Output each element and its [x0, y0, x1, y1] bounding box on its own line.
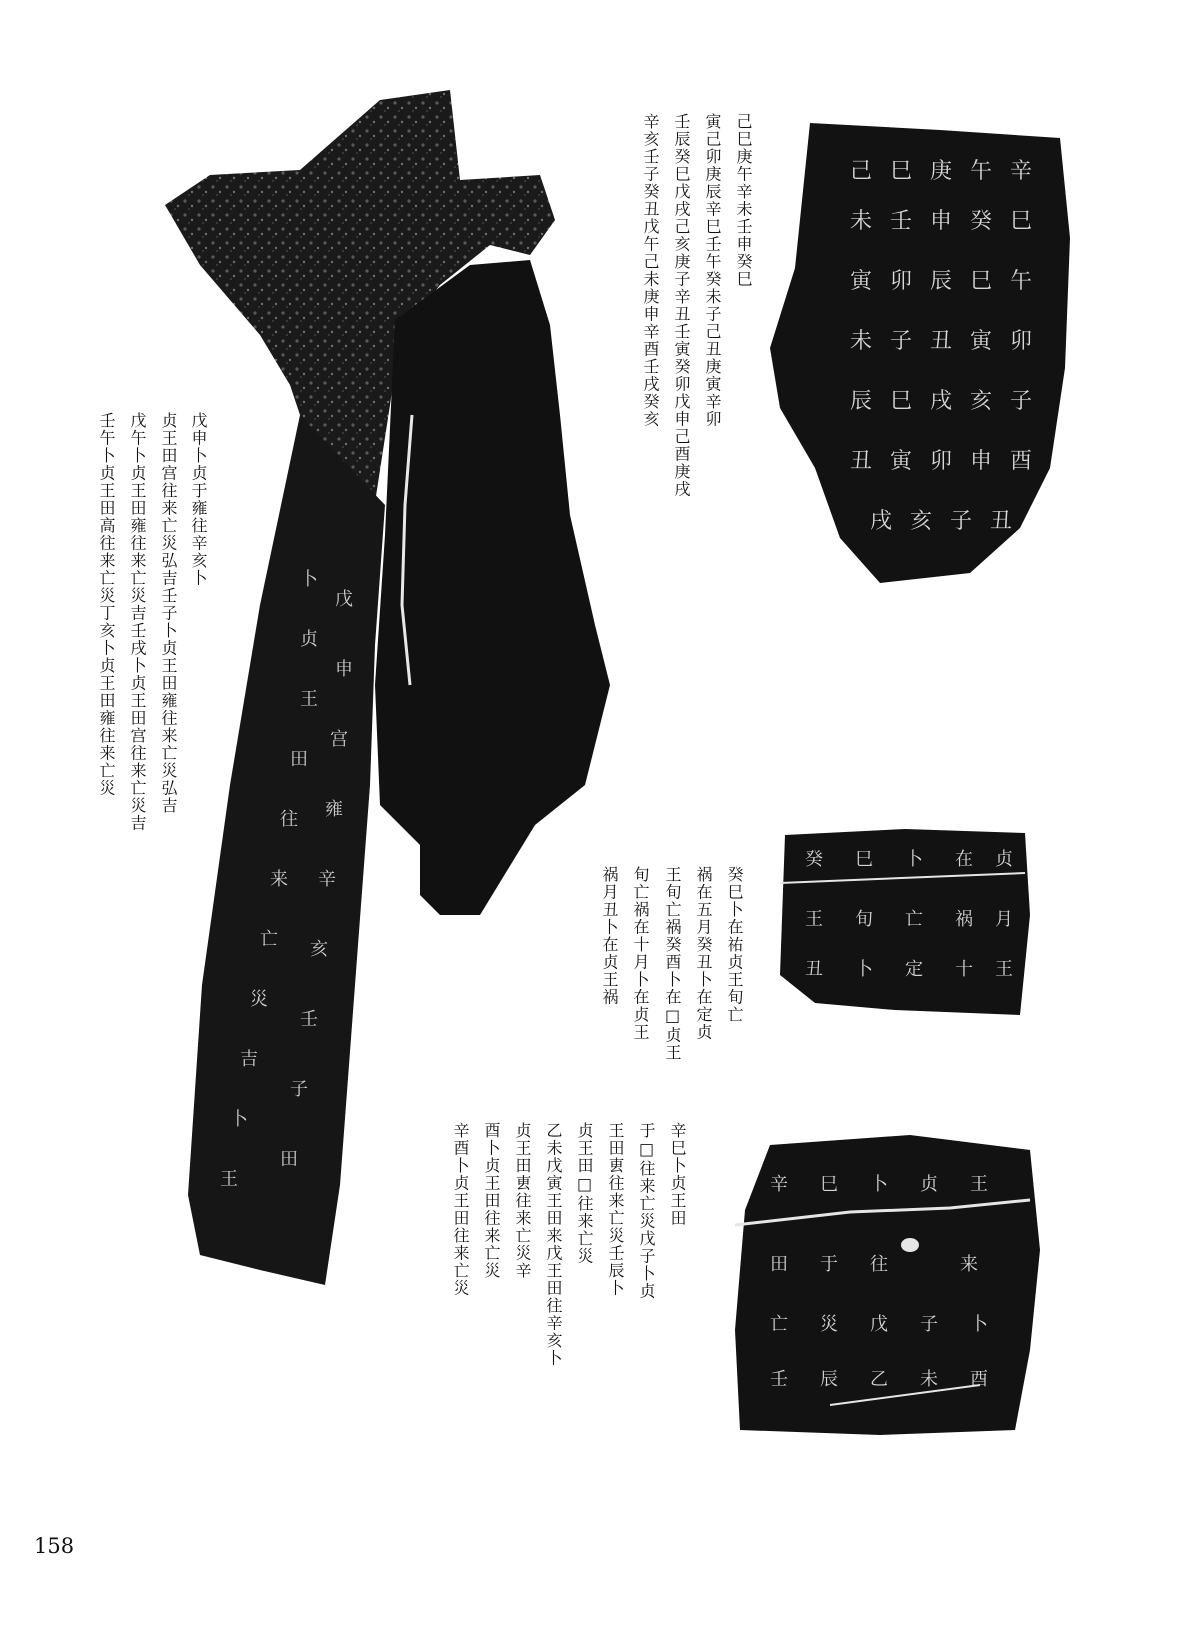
- svg-text:申: 申: [930, 209, 953, 234]
- large-bone-rubbing-image: [140, 85, 680, 1285]
- svg-text:卜: 卜: [970, 1314, 988, 1335]
- caption-top-right-col-1: 己巳庚午辛未壬申癸巳: [734, 113, 753, 288]
- page-number: 158: [34, 1534, 75, 1558]
- svg-text:王: 王: [995, 959, 1013, 980]
- svg-text:卜: 卜: [870, 1174, 888, 1195]
- svg-text:王: 王: [300, 689, 318, 710]
- svg-text:丑: 丑: [990, 509, 1013, 534]
- svg-text:丑: 丑: [850, 449, 873, 474]
- svg-text:贞: 贞: [300, 629, 318, 650]
- svg-text:酉: 酉: [970, 1369, 988, 1390]
- svg-text:子: 子: [890, 329, 913, 354]
- svg-text:辰: 辰: [930, 269, 953, 294]
- svg-text:巳: 巳: [1010, 209, 1033, 234]
- caption-bottom-right-col-3: 王田叀往来亡災壬辰卜: [606, 1122, 625, 1297]
- svg-text:祸: 祸: [955, 909, 973, 930]
- svg-text:寅: 寅: [890, 449, 913, 474]
- caption-middle-right-col-4: 旬亡祸在十月卜在贞王: [631, 866, 650, 1041]
- svg-text:辛: 辛: [770, 1174, 788, 1195]
- svg-text:亡: 亡: [770, 1314, 788, 1335]
- svg-text:酉: 酉: [1010, 449, 1033, 474]
- svg-text:往: 往: [280, 809, 298, 830]
- svg-text:寅: 寅: [850, 269, 873, 294]
- svg-text:亡: 亡: [260, 929, 278, 950]
- caption-bottom-right-col-8: 辛酉卜贞王田往来亡災: [451, 1122, 470, 1297]
- bottom-right-fragment-image: [730, 1130, 1050, 1440]
- svg-text:丑: 丑: [805, 959, 823, 980]
- svg-text:于: 于: [820, 1254, 838, 1275]
- svg-text:子: 子: [950, 509, 973, 534]
- caption-left-col-2: 贞王田宫往来亡災弘吉壬子卜贞王田雍往来亡災弘吉: [159, 412, 178, 815]
- caption-middle-right-col-2: 祸在五月癸丑卜在定贞: [694, 866, 713, 1041]
- caption-bottom-right-col-2: 于□往来亡災戊子卜贞: [637, 1122, 656, 1300]
- svg-text:旬: 旬: [855, 909, 873, 930]
- svg-text:申: 申: [335, 659, 353, 680]
- svg-text:巳: 巳: [855, 849, 873, 870]
- svg-text:卯: 卯: [890, 269, 913, 294]
- svg-text:丑: 丑: [930, 329, 953, 354]
- svg-text:巳: 巳: [970, 269, 993, 294]
- svg-text:寅: 寅: [970, 329, 993, 354]
- svg-text:来: 来: [270, 869, 288, 890]
- svg-text:癸: 癸: [970, 209, 993, 234]
- svg-text:宫: 宫: [330, 729, 348, 750]
- svg-text:巳: 巳: [890, 159, 913, 184]
- middle-right-fragment-image: [775, 825, 1035, 1020]
- svg-text:月: 月: [995, 909, 1013, 930]
- caption-left-col-1: 戊申卜贞于雍往辛亥卜: [189, 412, 208, 587]
- svg-text:乙: 乙: [870, 1369, 888, 1390]
- svg-text:未: 未: [850, 329, 873, 354]
- svg-text:壬: 壬: [770, 1369, 788, 1390]
- top-right-fragment-image: [770, 118, 1080, 588]
- top-right-fragment-rubbing: [770, 118, 1080, 588]
- caption-bottom-right-col-6: 贞王田叀往来亡災辛: [513, 1122, 532, 1280]
- svg-text:壬: 壬: [300, 1009, 318, 1030]
- caption-middle-right-col-3: 王旬亡祸癸酉卜在□贞王: [663, 866, 682, 1062]
- svg-text:戌: 戌: [870, 509, 893, 534]
- caption-bottom-right-col-5: 乙未戊寅王田来戊王田往辛亥卜: [544, 1122, 563, 1367]
- svg-text:王: 王: [220, 1169, 238, 1190]
- svg-text:王: 王: [805, 909, 823, 930]
- svg-text:子: 子: [1010, 389, 1033, 414]
- svg-text:未: 未: [920, 1369, 938, 1390]
- caption-bottom-right-col-7: 酉卜贞王田往来亡災: [482, 1122, 501, 1280]
- svg-text:壬: 壬: [890, 209, 913, 234]
- caption-left-col-4: 壬午卜贞王田高往来亡災丁亥卜贞王田雍往来亡災: [97, 412, 116, 797]
- svg-text:王: 王: [970, 1174, 988, 1195]
- svg-text:十: 十: [955, 959, 973, 980]
- svg-text:亡: 亡: [905, 909, 923, 930]
- svg-text:亥: 亥: [910, 509, 933, 534]
- svg-text:卯: 卯: [1010, 329, 1033, 354]
- svg-text:戌: 戌: [930, 389, 953, 414]
- svg-text:辰: 辰: [850, 389, 873, 414]
- caption-top-right-col-4: 辛亥壬子癸丑戊午己未庚申辛酉壬戌癸亥: [641, 113, 660, 428]
- caption-bottom-right-col-4: 贞王田□往来亡災: [575, 1122, 594, 1265]
- svg-text:雍: 雍: [325, 799, 343, 820]
- svg-text:午: 午: [1010, 269, 1033, 294]
- svg-text:癸: 癸: [805, 849, 823, 870]
- bottom-right-fragment-rubbing: [730, 1130, 1050, 1440]
- svg-text:卯: 卯: [930, 449, 953, 474]
- svg-text:巳: 巳: [890, 389, 913, 414]
- svg-text:戊: 戊: [870, 1314, 888, 1335]
- svg-text:辛: 辛: [1010, 159, 1033, 184]
- svg-text:贞: 贞: [995, 849, 1013, 870]
- svg-text:辰: 辰: [820, 1369, 838, 1390]
- svg-text:吉: 吉: [240, 1049, 258, 1070]
- svg-text:己: 己: [850, 159, 873, 184]
- caption-top-right-col-3: 壬辰癸巳戊戌己亥庚子辛丑壬寅癸卯戊申己酉庚戌: [672, 113, 691, 498]
- svg-text:卜: 卜: [230, 1109, 248, 1130]
- svg-text:往: 往: [870, 1254, 888, 1275]
- svg-text:午: 午: [970, 159, 993, 184]
- svg-text:田: 田: [290, 749, 308, 770]
- svg-text:亥: 亥: [310, 939, 328, 960]
- caption-middle-right-col-5: 祸月丑卜在贞王祸: [600, 866, 619, 1006]
- svg-text:定: 定: [905, 959, 923, 980]
- svg-text:未: 未: [850, 209, 873, 234]
- svg-text:戊: 戊: [335, 589, 353, 610]
- svg-text:子: 子: [920, 1314, 938, 1335]
- svg-text:辛: 辛: [318, 869, 336, 890]
- svg-text:田: 田: [280, 1149, 298, 1170]
- svg-text:巳: 巳: [820, 1174, 838, 1195]
- svg-text:災: 災: [250, 989, 268, 1010]
- svg-text:在: 在: [955, 849, 973, 870]
- svg-text:卜: 卜: [300, 569, 318, 590]
- svg-text:庚: 庚: [930, 159, 953, 184]
- svg-text:贞: 贞: [920, 1174, 938, 1195]
- svg-text:来: 来: [960, 1254, 978, 1275]
- svg-text:亥: 亥: [970, 389, 993, 414]
- middle-right-fragment-rubbing: [775, 825, 1035, 1020]
- svg-text:子: 子: [290, 1079, 308, 1100]
- caption-middle-right-col-1: 癸巳卜在祐贞王旬亡: [725, 866, 744, 1024]
- caption-left-col-3: 戊午卜贞王田雍往来亡災吉壬戌卜贞王田宫往来亡災吉: [128, 412, 147, 832]
- caption-top-right-col-2: 寅己卯庚辰辛巳壬午癸未子己丑庚寅辛卯: [703, 113, 722, 428]
- large-bone-rubbing: [140, 85, 680, 1285]
- svg-text:卜: 卜: [905, 849, 923, 870]
- svg-text:卜: 卜: [855, 959, 873, 980]
- svg-text:田: 田: [770, 1254, 788, 1275]
- caption-bottom-right-col-1: 辛巳卜贞王田: [668, 1122, 687, 1227]
- svg-text:災: 災: [820, 1314, 838, 1335]
- svg-text:申: 申: [970, 449, 993, 474]
